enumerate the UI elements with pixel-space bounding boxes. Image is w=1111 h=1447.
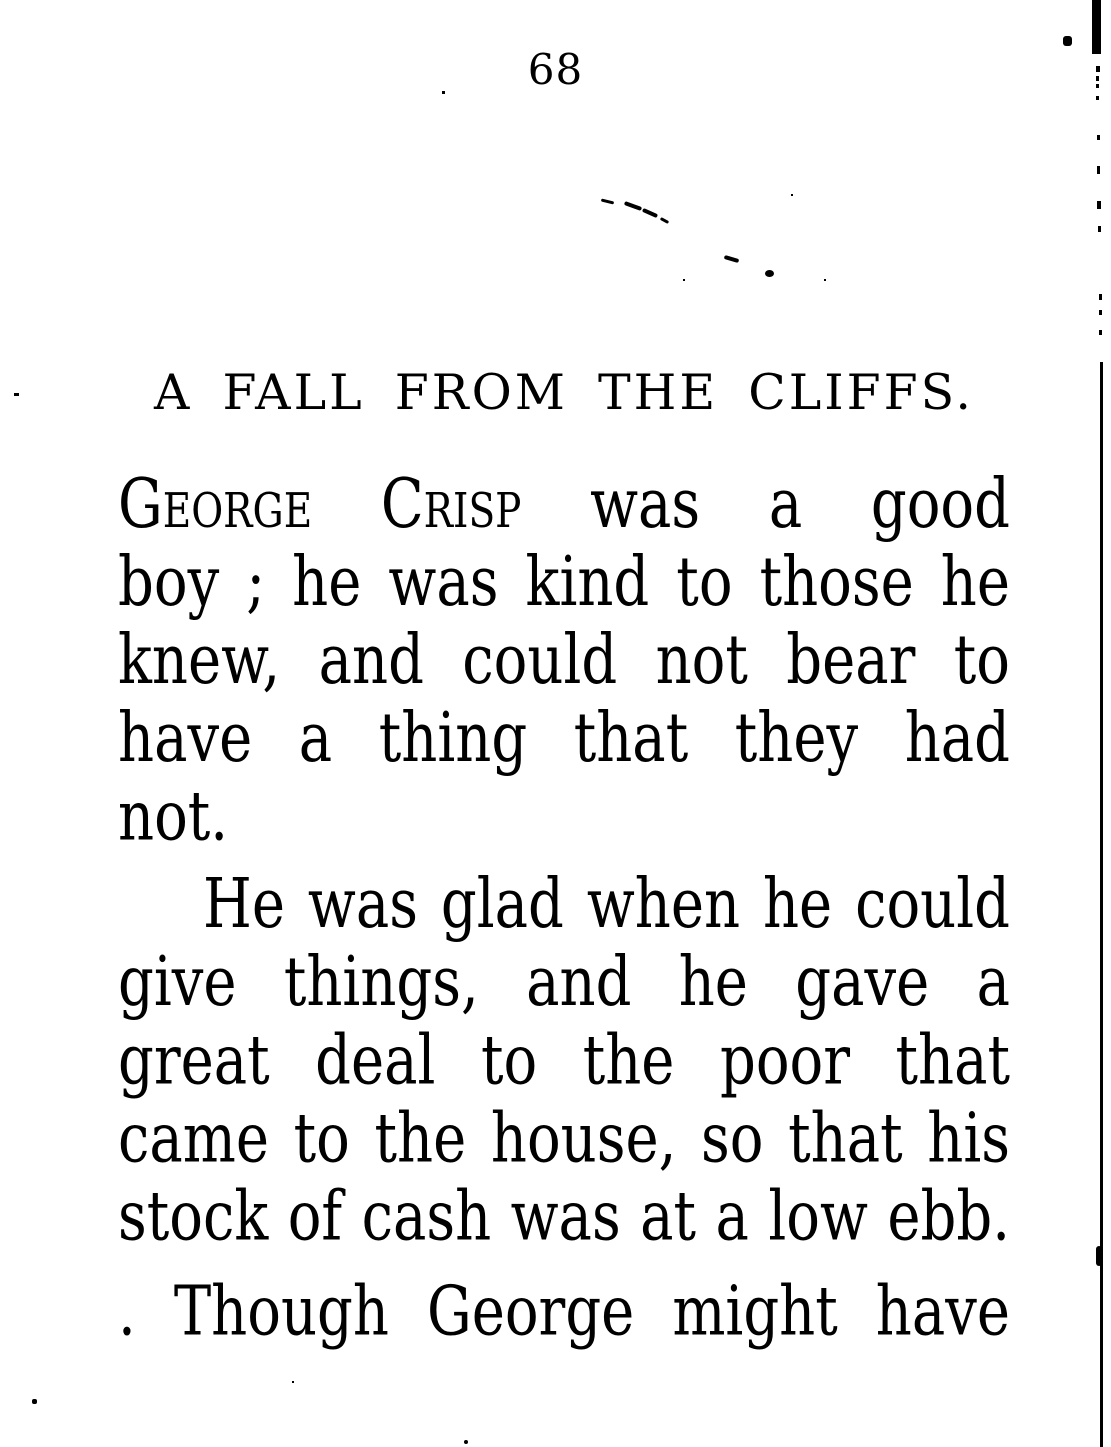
- paragraph-1: [118, 466, 1010, 856]
- scan-artifact-speck: [1099, 330, 1102, 335]
- body-line: He was glad when he could: [203, 864, 1010, 945]
- scan-artifact-pencil-dash: [724, 255, 740, 263]
- page-number: 68: [527, 45, 584, 94]
- body-line: stock of cash was at a low ebb.: [118, 1177, 1010, 1257]
- scan-artifact-dot: [791, 194, 793, 196]
- chapter-heading: A FALL FROM THE CLIFFS.: [154, 364, 974, 421]
- scan-artifact-dot: [292, 1381, 294, 1383]
- paragraph-3: [118, 1274, 1010, 1352]
- body-line: boy ; he was kind to those he: [118, 542, 1010, 623]
- body-text: [118, 464, 1010, 1352]
- scan-artifact-blob: [765, 270, 774, 277]
- scan-artifact-top-right-bar: [1092, 0, 1101, 54]
- scan-artifact-speck: [1097, 166, 1100, 174]
- scan-artifact-dot: [14, 393, 19, 396]
- scan-artifact-pencil-dash: [601, 198, 614, 204]
- smallcaps-character-name: George Crisp: [118, 464, 522, 545]
- body-line-text: was a good: [521, 464, 1010, 545]
- scan-artifact-dot: [442, 91, 445, 94]
- body-line: great deal to the poor that: [118, 1021, 1010, 1101]
- body-line: have a thing that they had: [118, 699, 1010, 779]
- body-line: knew, and could not bear to: [118, 620, 1010, 701]
- body-line: give things, and he gave a: [118, 943, 1010, 1023]
- scan-artifact-speck: [1096, 84, 1099, 88]
- body-line: not.: [118, 777, 229, 857]
- paragraph-2: [118, 866, 1010, 1256]
- scan-artifact-blob: [1063, 36, 1072, 46]
- scan-artifact-pencil-dash: [624, 201, 642, 211]
- scan-artifact-dot: [32, 1399, 37, 1404]
- scan-artifact-speck: [1098, 226, 1101, 232]
- scan-artifact-dot: [464, 1440, 468, 1444]
- scan-artifact-speck: [1099, 310, 1102, 315]
- scan-artifact-right-edge-line: [1100, 362, 1103, 1447]
- scan-artifact-speck: [1096, 96, 1099, 100]
- scan-artifact-right-edge-bulge: [1096, 1246, 1102, 1266]
- scan-artifact-dot: [824, 279, 826, 281]
- scan-artifact-speck: [1097, 201, 1101, 209]
- scan-artifact-dot: [683, 279, 685, 281]
- scan-artifact-pencil-dash: [642, 208, 658, 218]
- scan-artifact-speck: [1096, 76, 1099, 81]
- scan-artifact-speck: [1099, 294, 1102, 300]
- scan-artifact-speck: [1096, 66, 1100, 72]
- body-line: [118, 466, 1010, 544]
- scan-artifact-speck: [1097, 135, 1100, 140]
- body-line: . Though George might have: [118, 1272, 1010, 1352]
- body-line: came to the house, so that his: [118, 1099, 1010, 1179]
- scan-artifact-pencil-dash: [660, 217, 669, 224]
